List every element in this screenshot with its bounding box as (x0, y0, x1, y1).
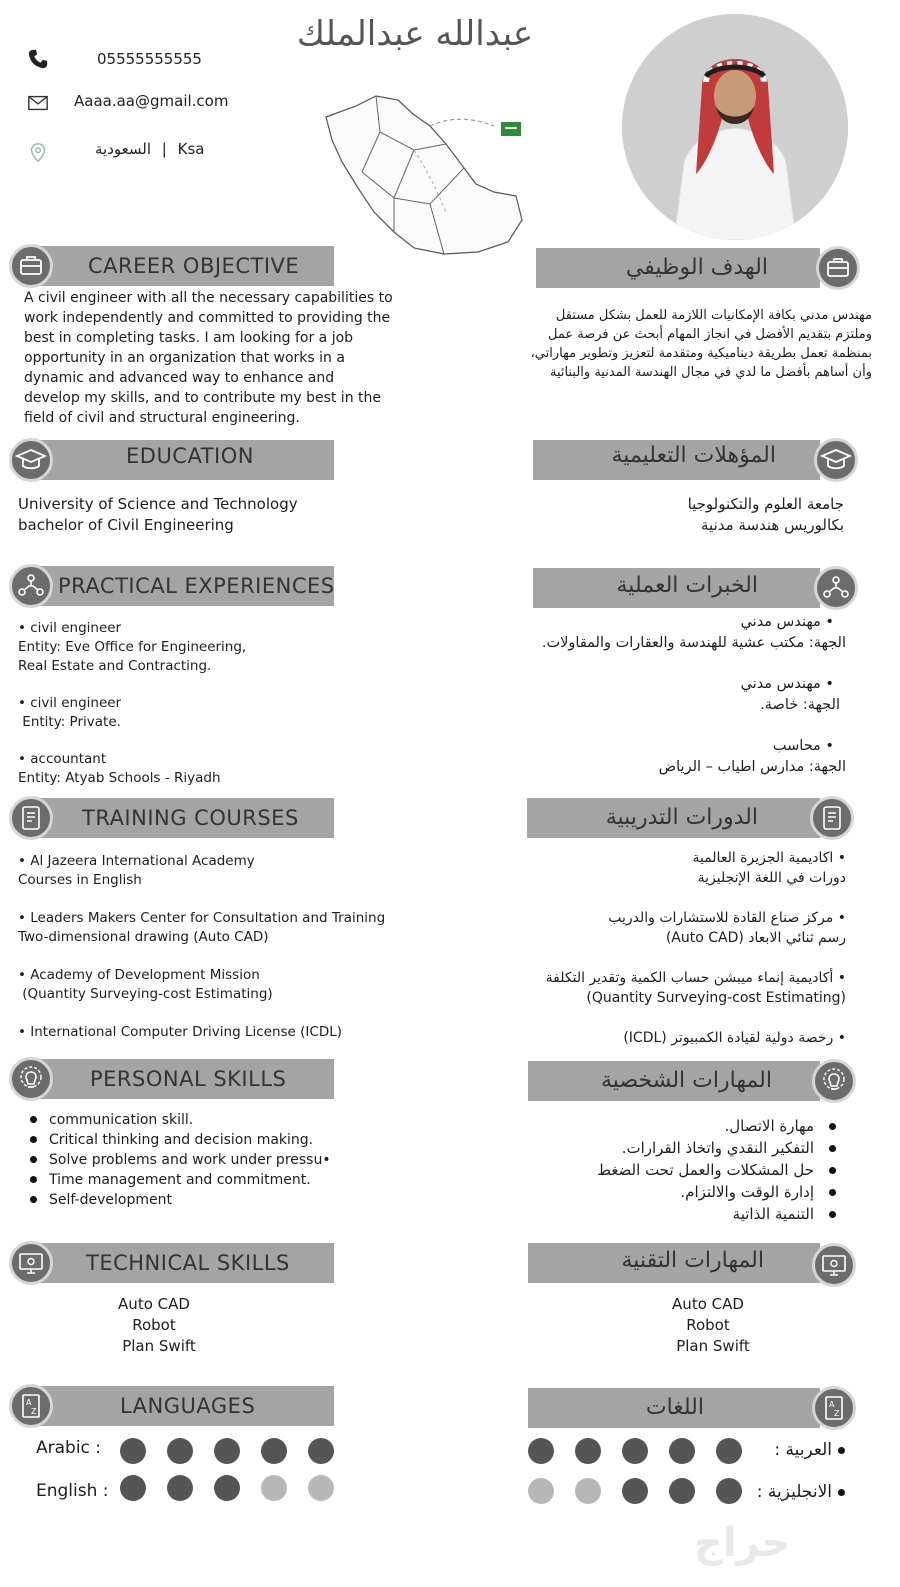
monitor-gear-icon (9, 1241, 53, 1285)
skill-label: communication skill. (49, 1112, 194, 1128)
education-en (18, 494, 298, 536)
experience-item (480, 612, 846, 654)
training-line: Courses in English (18, 872, 142, 888)
training-line: • Al Jazeera International Academy (18, 853, 255, 869)
level-dot-empty (308, 1475, 334, 1501)
experience-item (480, 736, 846, 778)
level-dot-filled (575, 1438, 601, 1464)
career-objective-ar-title: الهدف الوظيفي (625, 255, 768, 280)
experience-item (18, 619, 246, 676)
level-dot-empty (528, 1478, 554, 1504)
experience-line: الجهة: مكتب عشية للهندسة والعقارات والمقاولات. (541, 635, 846, 651)
experience-ar (480, 612, 846, 778)
skill-label: Solve problems and work under pressu• (49, 1152, 331, 1168)
training-line: Two-dimensional drawing (Auto CAD) (18, 929, 269, 945)
skill-label: Critical thinking and decision making. (49, 1132, 314, 1148)
level-dot-filled (528, 1438, 554, 1464)
level-dot-filled (261, 1438, 287, 1464)
experience-line: الجهة: مدارس اطياب – الرياض (658, 759, 846, 775)
graduation-cap-icon (814, 438, 858, 482)
level-dot-empty (261, 1475, 287, 1501)
level-dot-filled (120, 1438, 146, 1464)
level-dot-filled (214, 1438, 240, 1464)
level-dot-filled (622, 1478, 648, 1504)
training-item (480, 848, 846, 888)
education-en-line: bachelor of Civil Engineering (18, 516, 234, 534)
skill-label: Self-development (49, 1192, 172, 1208)
experience-line: Real Estate and Contracting. (18, 658, 212, 674)
arabic-label-ar: العربية : (774, 1440, 832, 1460)
level-dot-empty (575, 1478, 601, 1504)
training-ar (480, 848, 846, 1048)
email-address[interactable]: Aaaa.aa@gmail.com (74, 92, 229, 110)
training-item (18, 852, 385, 890)
training-line: • Academy of Development Mission (18, 967, 260, 983)
languages-ar-title: اللغات (645, 1395, 704, 1420)
level-dot-filled (716, 1438, 742, 1464)
skill-label: إدارة الوقت والالتزام. (680, 1183, 814, 1201)
location-en: Ksa (177, 140, 205, 158)
svg-text:A: A (26, 1398, 32, 1407)
experience-item (18, 694, 246, 732)
experience-line: • accountant (18, 751, 107, 767)
level-dot-filled (214, 1475, 240, 1501)
experience-line: Entity: Eve Office for Engineering, (18, 639, 247, 655)
saudi-map-illustration (318, 92, 528, 262)
training-item (480, 968, 846, 1008)
technical-skill: Auto CAD (672, 1295, 744, 1313)
training-line: • Leaders Makers Center for Consultation and Training (18, 910, 386, 926)
training-line: (Quantity Surveying-cost Estimating) (18, 986, 273, 1002)
candidate-name: عبدالله عبدالملك (296, 14, 534, 54)
location: السعودية | Ksa (95, 140, 205, 158)
career-objective-text: A civil engineer with all the necessary capabilities to work independently and committed to providing the best in completing tasks. I am looking for a job opportunity in an organization that works in a dynamic and advanced way to enhance and develop my skills, and to contribute my best in the field of civil and structural engineering. (24, 290, 393, 426)
training-line: • اكاديمية الجزيرة العالمية (692, 850, 846, 866)
experience-line: • civil engineer (18, 695, 122, 711)
training-ar-title: الدورات التدريبية (605, 805, 758, 830)
level-dot-filled (669, 1478, 695, 1504)
lightbulb-gear-icon (812, 1059, 856, 1103)
training-line: • رخصة دولية لقيادة الكمبيوتر (ICDL) (623, 1030, 846, 1046)
lightbulb-gear-icon (9, 1057, 53, 1101)
skill-label: التنمية الذاتية (732, 1205, 814, 1223)
experience-line: Entity: Private. (18, 714, 121, 730)
experience-title: PRACTICAL EXPERIENCES (58, 574, 335, 598)
level-dot-filled (669, 1438, 695, 1464)
certificate-icon (9, 796, 53, 840)
skill-item (520, 1182, 836, 1204)
skill-item (520, 1160, 836, 1182)
experience-line: الجهة: خاصة. (760, 697, 840, 713)
personal-skills-ar-title: المهارات الشخصية (601, 1068, 772, 1093)
bullet (838, 1489, 845, 1496)
experience-line: Entity: Atyab Schools - Riyadh (18, 770, 221, 786)
languages-title: LANGUAGES (120, 1394, 256, 1418)
technical-skills-ar (638, 1294, 778, 1357)
career-objective-ar-text: مهندس مدني بكافة الإمكانيات اللازمة للعمل بشكل مستقل وملتزم بتقديم الأفضل في انجاز المهام أبحث عن فرصة عمل بمنظمة تعمل بطريقة ديناميكية ومتقدمة لتعزيز وتطوير مهاراتي، وأن أساهم بأفضل ما لدي في مجال الهندسة المدنية والبنائية (530, 308, 872, 380)
training-item (480, 1028, 846, 1048)
technical-skill: Plan Swift (122, 1337, 196, 1355)
career-objective-title: CAREER OBJECTIVE (88, 254, 300, 278)
training-line: دورات في اللغة الإنجليزية (697, 870, 846, 886)
skill-item (520, 1204, 836, 1226)
level-dot-filled (167, 1475, 193, 1501)
personal-skills-title: PERSONAL SKILLS (90, 1067, 287, 1091)
technical-skills-title: TECHNICAL SKILLS (86, 1251, 290, 1275)
skill-label: حل المشكلات والعمل تحت الضغط (597, 1161, 814, 1179)
training-line: رسم ثنائي الابعاد (Auto CAD) (665, 930, 846, 946)
svg-text:Z: Z (834, 1409, 840, 1418)
experience-line: • مهندس مدني (740, 614, 834, 630)
technical-skill: Robot (686, 1316, 730, 1334)
language-az-icon (812, 1386, 856, 1430)
svg-text:Z: Z (31, 1407, 37, 1416)
training-item (18, 966, 385, 1004)
technical-skill: Plan Swift (676, 1337, 750, 1355)
briefcase-icon (816, 246, 860, 290)
phone-number[interactable]: 05555555555 (97, 50, 202, 68)
training-item (18, 909, 385, 947)
education-ar-line: بكالوريس هندسة مدنية (701, 516, 844, 534)
watermark: حراج (694, 1520, 791, 1566)
graduation-cap-icon (9, 438, 53, 482)
skill-label: مهارة الاتصال. (724, 1117, 814, 1135)
language-az-icon (9, 1384, 53, 1428)
training-title: TRAINING COURSES (82, 806, 299, 830)
training-line: (Quantity Surveying-cost Estimating) (586, 990, 846, 1006)
team-icon (9, 564, 53, 608)
english-label-ar: الانجليزية : (756, 1482, 832, 1502)
briefcase-icon (9, 244, 53, 288)
experience-line: • محاسب (772, 738, 834, 754)
level-dot-filled (308, 1438, 334, 1464)
level-dot-filled (120, 1475, 146, 1501)
education-ar (560, 494, 844, 536)
training-item (18, 1023, 385, 1042)
education-ar-title: المؤهلات التعليمية (611, 443, 776, 468)
education-title: EDUCATION (126, 444, 254, 468)
experience-ar-title: الخبرات العملية (616, 573, 758, 598)
technical-skill: Auto CAD (118, 1295, 190, 1313)
certificate-icon (810, 796, 854, 840)
skill-item (520, 1138, 836, 1160)
email-icon (27, 92, 49, 114)
english-label: English : (36, 1481, 109, 1501)
experience-item (480, 674, 846, 716)
experience-en (18, 619, 246, 788)
training-en (18, 852, 385, 1042)
technical-skills-en (84, 1294, 224, 1357)
education-en-line: University of Science and Technology (18, 495, 298, 513)
training-line: • International Computer Driving License (ICDL) (18, 1024, 343, 1040)
svg-text:A: A (829, 1400, 835, 1409)
technical-skill: Robot (132, 1316, 176, 1334)
location-pin-icon (27, 142, 49, 164)
profile-photo (622, 14, 848, 240)
training-item (480, 908, 846, 948)
training-line: • أكاديمية إنماء ميبشن حساب الكمية وتقدير التكلفة (545, 970, 846, 986)
personal-skills-ar (520, 1116, 836, 1226)
location-ar: السعودية (95, 140, 152, 158)
experience-line: • civil engineer (18, 620, 122, 636)
skill-label: التفكير النقدي واتخاذ القرارات. (621, 1139, 814, 1157)
education-ar-line: جامعة العلوم والتكنولوجيا (687, 495, 844, 513)
bullet (838, 1447, 845, 1454)
team-icon (814, 566, 858, 610)
level-dot-filled (167, 1438, 193, 1464)
skill-label: Time management and commitment. (49, 1172, 311, 1188)
skill-item (520, 1116, 836, 1138)
level-dot-filled (622, 1438, 648, 1464)
experience-line: • مهندس مدني (740, 676, 834, 692)
experience-item (18, 750, 246, 788)
phone-icon (27, 48, 49, 70)
technical-skills-ar-title: المهارات التقنية (621, 1248, 764, 1273)
monitor-gear-icon (812, 1243, 856, 1287)
training-line: • مركز صناع القادة للاستشارات والدريب (608, 910, 846, 926)
arabic-label: Arabic : (36, 1438, 102, 1458)
